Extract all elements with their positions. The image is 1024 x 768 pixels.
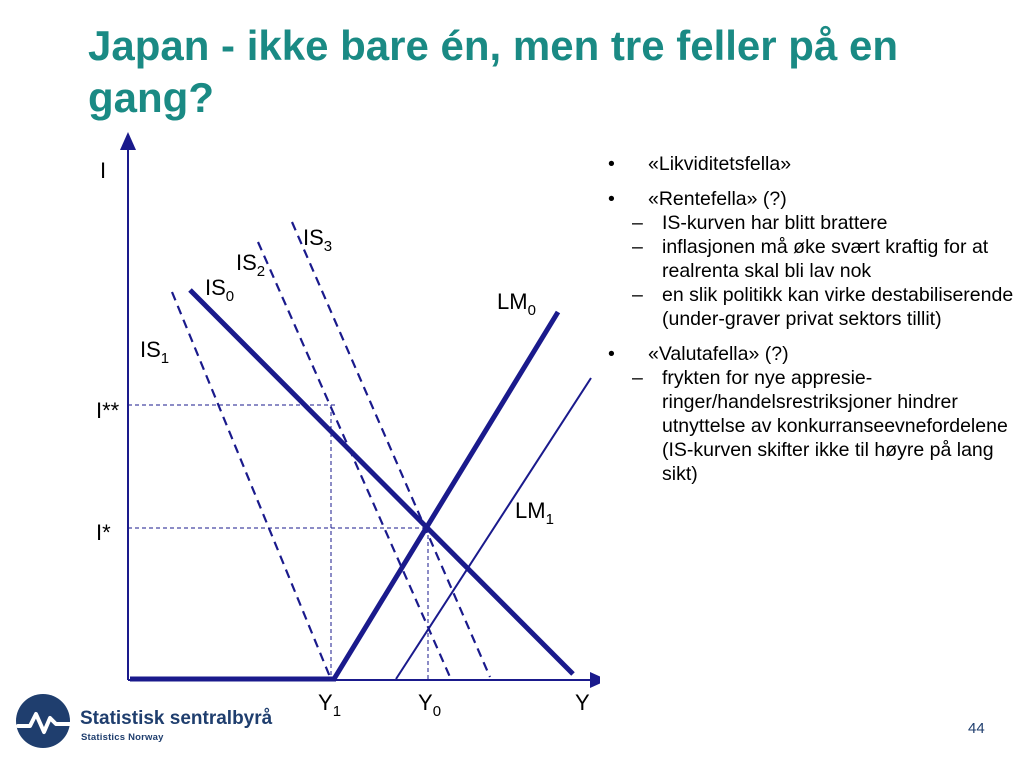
sub-bullet-text: frykten for nye appresie-ringer/handelsrestriksjoner hindrer utnyttelse av konkurranseevnefordelene (IS-kurven skifter ikke til høyre på lang sikt) [662,367,1008,485]
sub-bullet-text: en slik politikk kan virke destabiliserende (under-graver privat sektors tillit) [662,284,1014,330]
dash-marker: – [632,284,643,306]
dash-marker: – [632,212,643,234]
sub-bullet [632,211,1016,235]
sub-bullet [632,283,1016,331]
sub-bullet [632,366,1016,486]
bullet-rentefella [606,187,1016,331]
bullet-list [606,152,1016,497]
bullet-marker: • [608,153,615,175]
page-number: 44 [968,720,985,737]
is3-label: $IS_3$ [303,225,333,255]
slide-title: Japan - ikke bare én, men tre feller på en gang? [88,22,898,121]
dash-marker: – [632,236,643,258]
sub-bullet-text: IS-kurven har blitt brattere [662,212,888,234]
sub-bullet-text: inflasjonen må øke svært kraftig for at realrenta skal bli lav nok [662,236,989,282]
bullet-text: «Rentefella» (?) [648,188,787,210]
dash-marker: – [632,367,643,389]
is0-curve [190,290,573,674]
is3-curve [292,222,490,677]
bullet-text: «Valutafella» (?) [648,343,789,365]
is2-label: $IS_2$ [236,250,266,280]
lm1-label: $LM_1$ [515,498,554,528]
bullet-text: «Likviditetsfella» [648,153,792,175]
y-axis-label: I [100,158,107,183]
logo-name: Statistisk sentralbyrå [80,708,273,729]
i-star-label: I* [96,520,111,545]
is1-label: $IS_1$ [140,337,170,367]
lm0-label: $LM_0$ [497,289,536,319]
logo-subtitle: Statistics Norway [81,732,164,743]
ssb-logo-icon [12,690,76,754]
bullet-marker: • [608,343,615,365]
y1-label: $Y_1$ [318,690,342,720]
i-star-star-label: I** [96,398,120,423]
bullet-valutafella [606,342,1016,486]
sub-bullet [632,235,1016,283]
bullet-marker: • [608,188,615,210]
x-axis-label: Y [575,690,590,715]
is0-label: $IS_0$ [205,275,235,305]
bullet-likviditetsfella [606,152,1016,176]
y0-label: $Y_0$ [418,690,442,720]
is2-curve [258,242,450,677]
